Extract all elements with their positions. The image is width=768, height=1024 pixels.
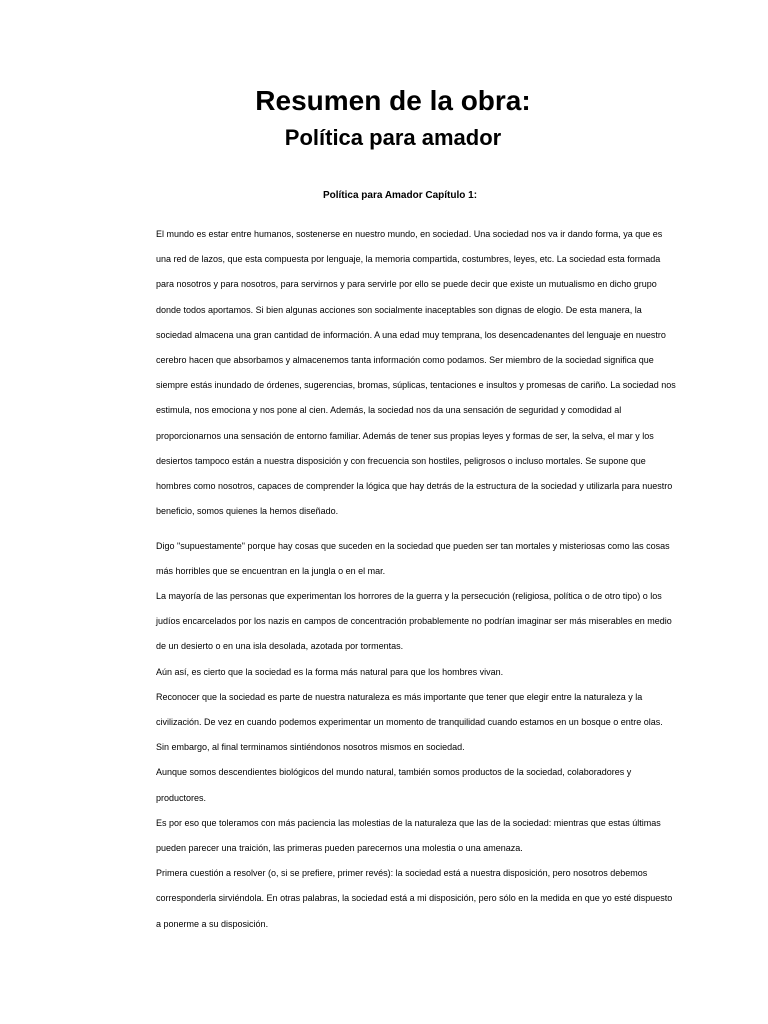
page-subtitle: Política para amador	[284, 125, 502, 150]
text-line: Es por eso que toleramos con más paciencia las molestias de la naturaleza que las de la sociedad: mientras que estas últimas	[156, 818, 661, 828]
text-line: Sin embargo, al final terminamos sintiéndonos nosotros mismos en sociedad.	[156, 742, 465, 752]
text-line: siempre estás inundado de órdenes, sugerencias, bromas, súplicas, tentaciones e insultos y promesas de cariño. La sociedad nos	[156, 380, 676, 390]
text-line: pueden parecer una traición, las primeras pueden parecernos una molestia o una amenaza.	[156, 843, 523, 853]
text-line: sociedad almacena una gran cantidad de información. A una edad muy temprana, los desencadenantes del lenguaje en nuestro	[156, 330, 666, 340]
text-line: para nosotros y para nosotros, para servirnos y para servirle por ello se puede decir que existe un mutualismo en dicho grupo	[156, 279, 657, 289]
text-line: productores.	[156, 793, 207, 803]
text-line: Primera cuestión a resolver (o, si se prefiere, primer revés): la sociedad está a nuestra disposición, pero nosotros debemos	[156, 868, 648, 878]
text-line: hombres como nosotros, capaces de comprender la lógica que hay detrás de la estructura de la sociedad y utilizarla para nuestro	[156, 481, 673, 491]
text-line: desiertos tampoco están a nuestra disposición y con frecuencia son hostiles, peligrosos o incluso mortales. Se supone que	[156, 456, 646, 466]
text-line: Reconocer que la sociedad es parte de nuestra naturaleza es más importante que tener que elegir entre la naturaleza y la	[156, 692, 643, 702]
text-line: donde todos aportamos. Si bien algunas acciones son socialmente inaceptables son dignas de elogio. De esta manera, la	[156, 305, 642, 315]
text-line: civilización. De vez en cuando podemos experimentar un momento de tranquilidad cuando estamos en un bosque o entre olas.	[156, 717, 663, 727]
text-line: La mayoría de las personas que experimentan los horrores de la guerra y la persecución (religiosa, política o de otro tipo) o los	[156, 591, 662, 601]
text-line: cerebro hacen que absorbamos y almacenemos tanta información como podamos. Ser miembro de la sociedad significa que	[156, 355, 654, 365]
text-line: una red de lazos, que esta compuesta por lenguaje, la memoria compartida, costumbres, leyes, etc. La sociedad esta formada	[156, 254, 661, 264]
chapter-heading: Política para Amador Capítulo 1:	[322, 190, 478, 201]
text-line: judíos encarcelados por los nazis en campos de concentración probablemente no podrían imaginar ser más miserables en medio	[156, 616, 672, 626]
text-line: beneficio, somos quienes la hemos diseñado.	[156, 506, 339, 516]
text-line: corresponderla sirviéndola. En otras palabras, la sociedad está a mi disposición, pero sólo en la medida en que yo esté dispuesto	[156, 893, 673, 903]
text-line: proporcionarnos una sensación de entorno familiar. Además de tener sus propias leyes y formas de ser, la selva, el mar y los	[156, 431, 654, 441]
text-line: Aún así, es cierto que la sociedad es la forma más natural para que los hombres vivan.	[156, 667, 504, 677]
text-line: a ponerme a su disposición.	[156, 919, 269, 929]
text-line: Digo "supuestamente" porque hay cosas que suceden en la sociedad que pueden ser tan mortales y misteriosas como las cosas	[156, 541, 670, 551]
text-line: El mundo es estar entre humanos, sostenerse en nuestro mundo, en sociedad. Una sociedad nos va ir dando forma, ya que es	[156, 229, 663, 239]
text-line: estimula, nos emociona y nos pone al cien. Además, la sociedad nos da una sensación de seguridad y comodidad al	[156, 405, 622, 415]
text-line: más horribles que se encuentran en la jungla o en el mar.	[156, 566, 386, 576]
text-line: de un desierto o en una isla desolada, azotada por tormentas.	[156, 641, 404, 651]
page-title: Resumen de la obra:	[255, 85, 531, 116]
text-line: Aunque somos descendientes biológicos del mundo natural, también somos productos de la sociedad, colaboradores y	[156, 767, 632, 777]
